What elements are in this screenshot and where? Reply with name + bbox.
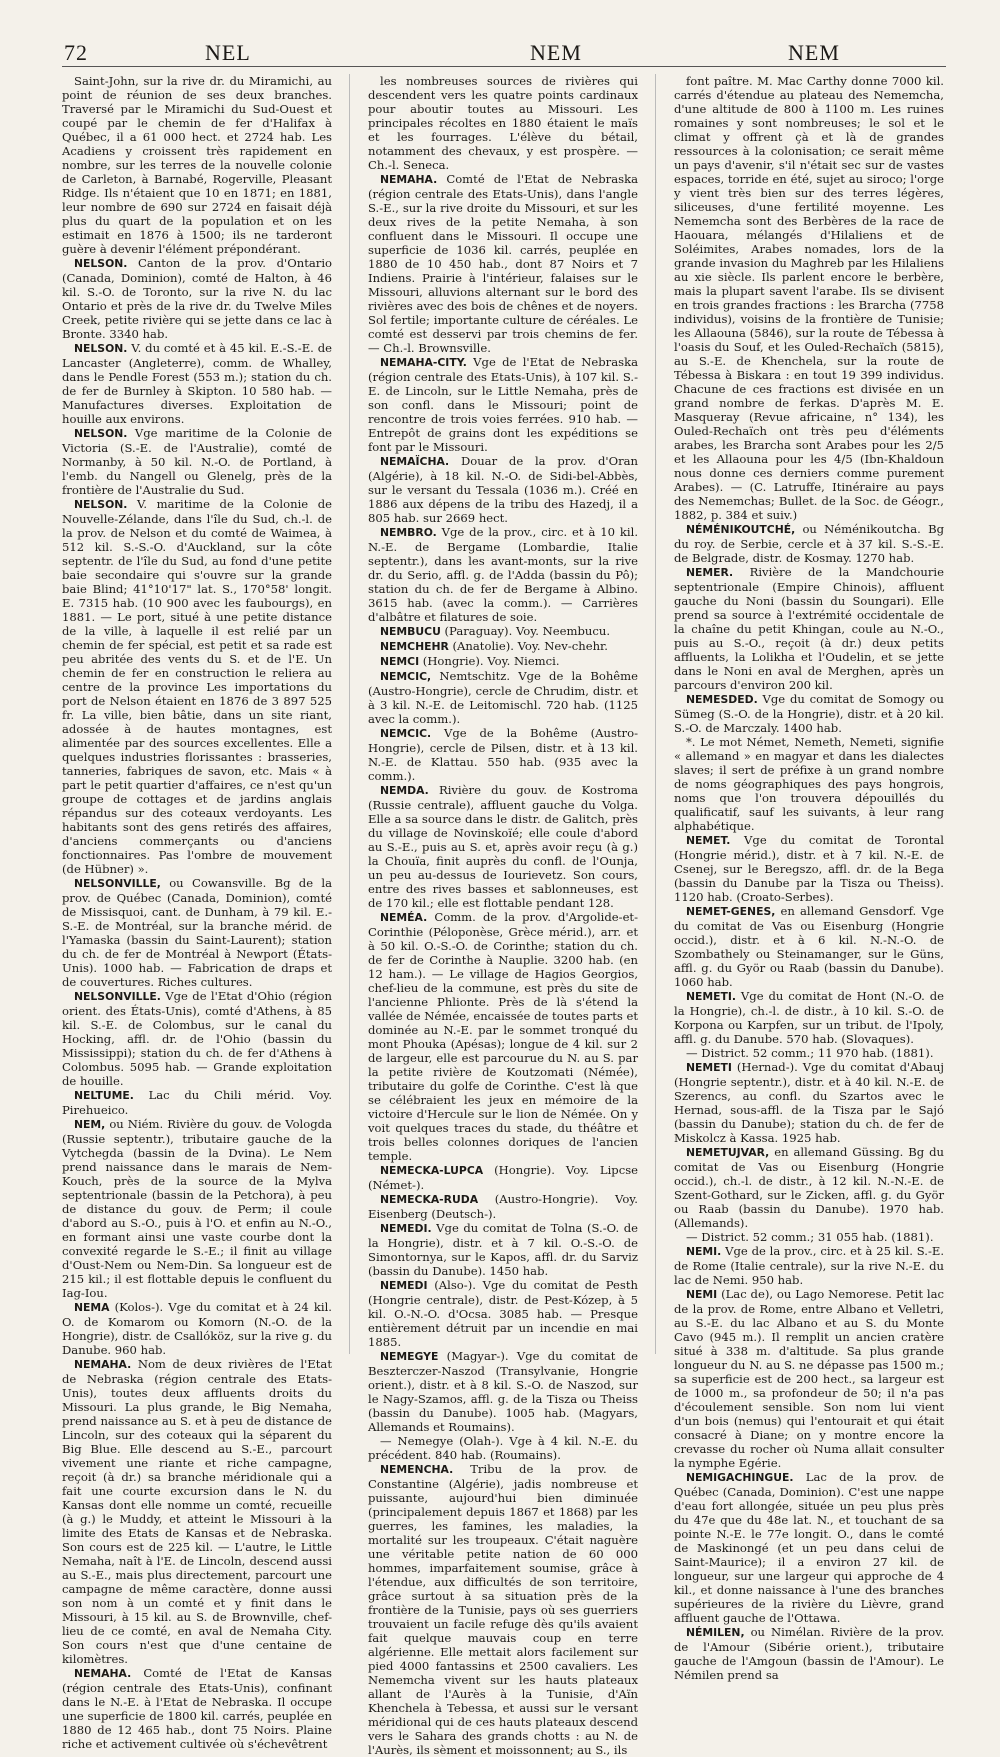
entry-headword: NEMAHA-CITY. bbox=[380, 356, 467, 369]
entry-text: Vge du comitat de Hont (N.-O. de la Hongrie), ch.-l. de distr., à 10 kil. S.-O. de Korpona ou Karpfen, sur un tribut. de l'Ipoly, affl. g. du Danube. 570 hab. (Slovaques). bbox=[674, 989, 944, 1046]
dictionary-entry bbox=[674, 1230, 944, 1244]
entry-text: (Magyar-). Vge du comitat de Beszterczer-Naszod (Transylvanie, Hongrie orient.), distr. et à 8 kil. S.-O. de Naszod, sur le Nagy-Szamos, affl. g. de la Tisza ou Theiss (bassin du Danube). 1005 hab. (Magyars, Allemands et Roumains). bbox=[368, 1349, 638, 1434]
dictionary-entry bbox=[368, 1462, 638, 1757]
entry-headword: NÉMILEN, bbox=[686, 1626, 745, 1639]
entry-headword: NEMA bbox=[74, 1301, 110, 1314]
entry-text: Rivière de la Mandchourie septentrionale (Empire Chinois), affluent gauche du Noni (bassin du Soungari). Elle prend sa source à l'extrémité occidentale de la chaîne du petit Khingan, coule au N.-O., puis au S.-O., reçoit (à dr.) deux petits affluents, la Lolikha et l'Oudelin, et se jette dans le Noni en aval de Merghen, après un parcours d'environ 200 kil. bbox=[674, 565, 945, 692]
running-head-right: NEM bbox=[788, 40, 840, 65]
dictionary-entry bbox=[62, 426, 332, 497]
entry-text: Vge du comitat de Tolna (S.-O. de la Hongrie), distr. et à 7 kil. O.-S.-O. de Simontornya, sur le Kapos, affl. dr. du Sarviz (bassin du Danube). 1450 hab. bbox=[368, 1221, 638, 1278]
dictionary-entry bbox=[62, 74, 332, 256]
entry-text: V. du comté et à 45 kil. E.-S.-E. de Lancaster (Angleterre), comm. de Whalley, dans le Pendle Forest (553 m.); station du ch. de fer de Burnley à Skipton. 10 580 hab. — Manufactures diverses. Exploitation de houille aux environs. bbox=[62, 341, 332, 426]
entry-text: Lac de la prov. de Québec (Canada, Dominion). C'est une nappe d'eau fort allongée, située un peu plus près du 47e que du 48e lat. N., et touchant de sa pointe N.-E. le 77e longit. O., dans le comté de Maskinongé (et un peu dans celui de Saint-Maurice); il a environ 27 kil. de longueur, sur une largeur qui approche de 4 kil., et donne naissance à l'une des branches supérieures de la rivière du Lièvre, grand affluent gauche de l'Ottawa. bbox=[674, 1470, 944, 1625]
entry-text: Vge maritime de la Colonie de Victoria (S.-E. de l'Australie), comté de Normanby, à 50 kil. N.-O. de Portland, à l'emb. du Nangell ou Glenelg, près de la frontière de l'Australie du Sud. bbox=[62, 426, 332, 497]
dictionary-entry bbox=[674, 1145, 944, 1230]
column-separator bbox=[655, 74, 656, 1354]
entry-headword: NEMEDI bbox=[380, 1279, 428, 1292]
entry-text: Nemtschitz. Vge de la Bohême (Austro-Hongrie), cercle de Chrudim, distr. et à 3 kil. N.-E. de Leitomischl. 720 hab. (1125 avec la comm.). bbox=[368, 669, 638, 726]
entry-text: en allemand Güssing. Bg du comitat de Vas ou Eisenburg (Hongrie occid.), ch.-l. de distr., à 12 kil. N.-N.-E. de Szent-Gothard, sur le Zicken, affl. g. du Györ ou Raab (bassin du Danube). 1970 hab. (Allemands). bbox=[674, 1145, 944, 1230]
entry-headword: NEMDA. bbox=[380, 784, 429, 797]
entry-text: Vge de la prov., circ. et à 25 kil. S.-E. de Rome (Italie centrale), sur la rive N.-E. du lac de Nemi. 950 hab. bbox=[674, 1244, 945, 1287]
entry-headword: NEMAHA. bbox=[74, 1358, 132, 1371]
entry-text: Comté de l'Etat de Nebraska (région centrale des Etats-Unis), dans l'angle S.-E., sur la rive droite du Missouri, et sur les deux rives de la petite Nemaha, à son confluent dans le Missouri. Il occupe une superficie de 1036 kil. carrés, peuplée en 1880 de 10 450 hab., dont 87 Noirs et 7 Indiens. Prairie à l'intérieur, falaises sur le Missouri, alluvions alternant sur le bord des rivières avec des bois de chênes et de noyers. Sol fertile; importante culture de céréales. Le comté est desservi par trois chemins de fer. — Ch.-l. Brownsville. bbox=[368, 172, 639, 355]
entry-text: — District. 52 comm.; 31 055 hab. (1881). bbox=[686, 1230, 934, 1244]
entry-text: V. maritime de la Colonie de Nouvelle-Zélande, dans l'île du Sud, ch.-l. de la prov. de Nelson et du comté de Waimea, à 512 kil. S.-S.-O. d'Auckland, sur la côte septentr. de l'île du Sud, au fond d'une petite baie secondaire qui s'ouvre sur la grande baie Blind; 41°10'17" lat. S., 170°58' longit. E. 7315 hab. (10 900 avec les faubourgs), en 1881. — Le port, situé à une petite distance de la ville, à laquelle il est relié par un chemin de fer spécial, est petit et sa rade est peu abritée des vents du S. et de l'E. Un chemin de fer en construction le reliera au centre de la province Les importations du port de Nelson étaient en 1876 de 3 897 525 fr. La ville, bien bâtie, dans un site riant, adossée à de hautes montagnes, est alimentée par des sources excellentes. Elle a quelques industries florissantes : brasseries, tanneries, fabriques de savon, etc. Mais « à part le petit quartier d'affaires, ce n'est qu'un groupe de cottages et de jardins anglais répandus sur des coteaux verdoyants. Les habitants sont des gens retirés des affaires, d'anciens commerçants ou d'anciens fonctionnaires. Pas l'ombre de mouvement (de Hübner) ». bbox=[62, 497, 332, 876]
dictionary-entry bbox=[62, 341, 332, 426]
dictionary-entry bbox=[368, 783, 638, 910]
entry-text: (Kolos-). Vge du comitat et à 24 kil. O. de Komarom ou Komorn (N.-O. de la Hongrie), distr. de Csallóköz, sur la rive g. du Danube. 960 hab. bbox=[62, 1300, 332, 1357]
entry-headword: NEMIGACHINGUE. bbox=[686, 1471, 794, 1484]
column-separator bbox=[349, 74, 350, 1354]
running-head-center: NEM bbox=[530, 40, 582, 65]
dictionary-entry bbox=[368, 639, 638, 654]
entry-headword: NELSON. bbox=[74, 257, 128, 270]
entry-headword: NEMET. bbox=[686, 834, 731, 847]
entry-headword: NEMEGYE bbox=[380, 1350, 439, 1363]
dictionary-entry bbox=[368, 454, 638, 525]
dictionary-entry bbox=[62, 1357, 332, 1666]
entry-text: Douar de la prov. d'Oran (Algérie), à 18 kil. N.-O. de Sidi-bel-Abbès, sur le versant du Tessala (1036 m.). Créé en 1886 aux dépens de la tribu des Hazedj, il a 805 hab. sur 2669 hect. bbox=[368, 454, 638, 525]
dictionary-entry bbox=[674, 1060, 944, 1145]
entry-headword: NEMENCHA. bbox=[380, 1463, 454, 1476]
dictionary-entry bbox=[368, 74, 638, 172]
entry-headword: NEMI bbox=[686, 1288, 718, 1301]
entry-headword: NEMBRO. bbox=[380, 526, 437, 539]
dictionary-entry bbox=[368, 172, 638, 355]
dictionary-entry bbox=[368, 1192, 638, 1221]
entry-headword: NEMECKA-LUPCA bbox=[380, 1164, 484, 1177]
dictionary-entry bbox=[674, 735, 944, 833]
header-rule bbox=[62, 66, 946, 67]
entry-text: Vge de l'Etat d'Ohio (région orient. des États-Unis), comté d'Athens, à 85 kil. S.-E. de Colombus, sur le canal du Hocking, affl. dr. de l'Ohio (bassin du Mississippi); station du ch. de fer d'Athens à Colombus. 5095 hab. — Grande exploitation de houille. bbox=[62, 989, 332, 1088]
entry-headword: NEMAHA. bbox=[74, 1667, 132, 1680]
dictionary-entry bbox=[674, 565, 944, 692]
entry-text: Rivière du gouv. de Kostroma (Russie centrale), affluent gauche du Volga. Elle a sa source dans le distr. de Galitch, près du village de Novinskoïé; elle coule d'abord au S.-E., puis au S. et, après avoir reçu (à g.) la Chouïa, finit auprès du confl. de l'Ounja, un peu au-dessus de Iourievetz. Son cours, entre des rives basses et sablonneuses, est de 170 kil.; elle est flottable pendant 128. bbox=[368, 783, 638, 910]
entry-text: Comm. de la prov. d'Argolide-et-Corinthie (Péloponèse, Grèce mérid.), arr. et à 50 kil. O.-S.-O. de Corinthe; station du ch. de fer de Corinthe à Nauplie. 3200 hab. (en 12 ham.). — Le village de Hagios Georgios, chef-lieu de la commune, est près du site de l'ancienne Phlionte. Près de là s'étend la vallée de Némée, encaissée de toutes parts et dominée au N.-E. par le sommet tronqué du mont Phouka (Apésas); longue de 4 kil. sur 2 de largeur, elle est parcourue du N. au S. par la petite rivière de Koutzomati (Némée), tributaire du golfe de Corinthe. C'est là que se célébraient les jeux en mémoire de la victoire d'Hercule sur le lion de Némée. On y voit quelques traces du stade, du théâtre et trois belles colonnes doriques de l'ancien temple. bbox=[368, 910, 639, 1163]
dictionary-entry bbox=[674, 1287, 944, 1470]
dictionary-entry bbox=[62, 256, 332, 341]
dictionary-entry bbox=[368, 355, 638, 454]
entry-text: Comté de l'Etat de Kansas (région centrale des Etats-Unis), confinant dans le N.-E. à l'Etat de Nebraska. Il occupe une superficie de 1800 kil. carrés, peuplée en 1880 de 12 465 hab., dont 75 Noirs. Plaine riche et activement cultivée où s'échevêtrent bbox=[62, 1666, 332, 1751]
dictionary-entry bbox=[62, 1117, 332, 1300]
entry-text: font paître. M. Mac Carthy donne 7000 kil. carrés d'étendue au plateau des Nememcha, d'une altitude de 800 à 1100 m. Les ruines romaines y sont nombreuses; le sol et le climat y offrent çà et là de grandes ressources à la colonisation; ce serait même un pays d'avenir, s'il n'était sec sur de vastes espaces, torride en été, sujet au siroco; l'orge y vient très bien sur des terres légères, siliceuses, d'une fertilité moyenne. Les Nememcha sont des Berbères de la race de Haouara, mélangés d'Hilaliens et de Soléimites, Arabes nomades, lors de la grande invasion du Maghreb par les Hilaliens au xie siècle. Ils parlent encore le berbère, mais la plupart savent l'arabe. Ils se divisent en trois grandes fractions : les Brarcha (7758 individus), voisins de la frontière de Tunisie; les Allaouna (5846), sur la route de Tébessa à l'oasis du Souf, et les Ouled-Rechaïch (5815), au S.-E. de Khenchela, sur la route de Tébessa à Biskara : en tout 19 399 individus. Chacune de ces fractions est divisée en un grand nombre de ferkas. D'après M. E. Masqueray (Revue africaine, n° 134), les Ouled-Rechaïch ont très peu d'éléments arabes, les Brarcha sont Arabes pour les 2/5 et les Allaouna pour les 4/5 (Ibn-Khaldoun nous donne ces derniers comme purement Arabes). — (C. Latruffe, Itinéraire au pays des Nememchas; Bullet. de la Soc. de Géogr., 1882, p. 384 et suiv.) bbox=[674, 74, 944, 522]
dictionary-entry bbox=[368, 1163, 638, 1192]
dictionary-entry bbox=[674, 904, 944, 989]
entry-text: ou Niém. Rivière du gouv. de Vologda (Russie septentr.), tributaire gauche de la Vytchegda (bassin de la Dvina). Le Nem prend naissance dans le marais de Nem-Kouch, près de la source de la Mylva septentrionale (bassin de la Petchora), à peu de distance du gouv. de Perm; il coule d'abord au S.-O., puis à l'O. et enfin au N.-O., en formant ainsi une vaste courbe dont la convexité regarde le S.-E.; il finit au village d'Oust-Nem ou Nem-Din. Sa longueur est de 215 kil.; il est flottable depuis le confluent du Iag-Iou. bbox=[62, 1117, 332, 1300]
entry-headword: NEMEDI. bbox=[380, 1222, 432, 1235]
entry-headword: NEMETI bbox=[686, 1061, 732, 1074]
entry-headword: NELSON. bbox=[74, 427, 128, 440]
dictionary-entry bbox=[368, 910, 638, 1163]
text-column-3 bbox=[674, 74, 945, 1682]
entry-headword: NEMETI. bbox=[686, 990, 737, 1003]
entry-headword: NELTUME. bbox=[74, 1089, 134, 1102]
entry-text: Vge du comitat de Torontal (Hongrie mérid.), distr. et à 7 kil. N.-E. de Csenej, sur le Beregszo, affl. dr. de la Bega (bassin du Danube par la Tisza ou Theiss). 1120 hab. (Croato-Serbes). bbox=[674, 833, 944, 904]
entry-text: (Hernad-). Vge du comitat d'Abauj (Hongrie septentr.), distr. et à 40 kil. N.-E. de Szerencs, au confl. du Szartos avec le Hernad, sous-affl. de la Tisza par le Sajó (bassin du Danube); station du ch. de fer de Miskolcz à Kassa. 1925 hab. bbox=[674, 1060, 945, 1145]
entry-text: (Hongrie). Voy. Niemci. bbox=[422, 654, 560, 668]
entry-headword: NEMECKA-RUDA bbox=[380, 1193, 479, 1206]
entry-text: Canton de la prov. d'Ontario (Canada, Dominion), comté de Halton, à 46 kil. S.-O. de Toronto, sur la rive N. du lac Ontario et près de la rive dr. du Twelve Miles Creek, petite rivière qui se jette dans ce lac à Bronte. 3340 hab. bbox=[62, 256, 333, 341]
text-column-1 bbox=[62, 74, 333, 1751]
entry-text: Lac du Chili mérid. Voy. Pirehueico. bbox=[62, 1088, 333, 1117]
dictionary-entry bbox=[62, 1088, 332, 1117]
entry-text: ou Néménikoutcha. Bg du roy. de Serbie, cercle et à 37 kil. S.-S.-E. de Belgrade, distr. de Kosmay. 1270 hab. bbox=[674, 522, 945, 565]
dictionary-entry bbox=[674, 989, 944, 1046]
dictionary-entry bbox=[368, 624, 638, 639]
entry-headword: NEMCHEHR bbox=[380, 640, 449, 653]
entry-headword: NELSONVILLE. bbox=[74, 990, 161, 1003]
dictionary-entry bbox=[62, 989, 332, 1088]
dictionary-entry bbox=[368, 726, 638, 783]
entry-headword: NEMAHA. bbox=[380, 173, 438, 186]
entry-headword: NEMER. bbox=[686, 566, 734, 579]
entry-headword: NÉMÉNIKOUTCHÉ, bbox=[686, 523, 796, 536]
entry-text: Vge de la Bohême (Austro-Hongrie), cercle de Pilsen, distr. et à 13 kil. N.-E. de Klattau. 550 hab. (935 avec la comm.). bbox=[368, 726, 638, 783]
dictionary-entry bbox=[674, 1470, 944, 1625]
entry-text: Nom de deux rivières de l'Etat de Nebraska (région centrale des Etats-Unis), toutes deux affluents droits du Missouri. La plus grande, le Big Nemaha, prend naissance au S. et à peu de distance de Lincoln, sur des coteaux qui la séparent du Big Blue. Elle descend au S.-E., parcourt vivement une riante et riche campagne, reçoit (à dr.) sa branche méridionale qui a fait une courte excursion dans le N. du Kansas dont elle nomme un comté, recueille (à g.) le Muddy, et atteint le Missouri à la limite des Etats de Kansas et de Nebraska. Son cours est de 225 kil. — L'autre, le Little Nemaha, naît à l'E. de Lincoln, descend aussi au S.-E., mais plus directement, parcourt une campagne de même caractère, donne aussi son nom à un comté et y finit dans le Missouri, à 15 kil. au S. de Brownville, chef-lieu de ce comté, en aval de Nemaha City. Son cours n'est que d'une centaine de kilomètres. bbox=[62, 1357, 333, 1666]
dictionary-entry bbox=[62, 876, 332, 989]
entry-headword: NELSON. bbox=[74, 342, 128, 355]
entry-text: (Anatolie). Voy. Nev-chehr. bbox=[452, 639, 608, 653]
running-head-left: NEL bbox=[205, 40, 251, 65]
dictionary-entry bbox=[62, 497, 332, 876]
dictionary-entry bbox=[368, 525, 638, 624]
dictionary-entry bbox=[368, 1278, 638, 1349]
text-column-2 bbox=[368, 74, 639, 1757]
entry-text: Vge de la prov., circ. et à 10 kil. N.-E. de Bergame (Lombardie, Italie septentr.), dans les avant-monts, sur la rive dr. du Serio, affl. g. de l'Adda (bassin du Pô); station du ch. de fer de Bergame à Albino. 3615 hab. (avec la comm.). — Carrières d'albâtre et filatures de soie. bbox=[368, 525, 638, 624]
entry-text: (Hongrie). Voy. Lipcse (Német-). bbox=[368, 1163, 639, 1192]
entry-headword: NELSON. bbox=[74, 498, 128, 511]
entry-text: ou Cowansville. Bg de la prov. de Québec (Canada, Dominion), comté de Missisquoi, cant. de Dunham, à 79 kil. E.-S.-E. de Montréal, sur la branche mérid. de l'Yamaska (bassin du Saint-Laurent); station du ch. de fer de Montréal à Newport (États-Unis). 1000 hab. — Fabrication de draps et de couvertures. Riches cultures. bbox=[62, 876, 332, 989]
entry-headword: NEMCIC. bbox=[380, 727, 432, 740]
dictionary-entry bbox=[674, 1625, 944, 1682]
entry-headword: NEMESDED. bbox=[686, 693, 758, 706]
entry-headword: NEMAÏCHA. bbox=[380, 455, 450, 468]
entry-headword: NEMBUCU bbox=[380, 625, 441, 638]
dictionary-entry bbox=[62, 1300, 332, 1357]
entry-headword: NEMCIC, bbox=[380, 670, 432, 683]
page-number: 72 bbox=[64, 40, 88, 65]
dictionary-entry bbox=[62, 1666, 332, 1751]
dictionary-entry bbox=[368, 654, 638, 669]
dictionary-entry bbox=[674, 522, 944, 565]
dictionary-entry bbox=[674, 1046, 944, 1060]
dictionary-entry bbox=[674, 74, 944, 522]
dictionary-entry bbox=[368, 1434, 638, 1462]
entry-text: Vge de l'Etat de Nebraska (région centrale des Etats-Unis), à 107 kil. S.-E. de Lincoln, sur le Little Nemaha, près de son confl. dans le Missouri; point de rencontre de trois voies ferrées. 910 hab. — Entrepôt de grains dont les expéditions se font par le Missouri. bbox=[368, 355, 639, 454]
entry-text: *. Le mot Német, Nemeth, Nemeti, signifie « allemand » en magyar et dans les dialectes slaves; il sert de préfixe à un grand nombre de noms géographiques des pays hongrois, noms que l'on trouvera dépouillés du qualificatif, sauf les suivants, à leur rang alphabétique. bbox=[674, 735, 944, 833]
entry-text: (Austro-Hongrie). Voy. Eisenberg (Deutsch-). bbox=[368, 1192, 638, 1221]
entry-text: Tribu de la prov. de Constantine (Algérie), jadis nombreuse et puissante, aujourd'hui bien diminuée (principalement depuis 1867 et 1868) par les guerres, les famines, les maladies, la mortalité sur les troupeaux. C'était naguère une véritable petite nation de 60 000 hommes, imparfaitement soumise, grâce à l'étendue, aux difficultés de son territoire, grâce surtout à sa situation près de la frontière de la Tunisie, pays où ses guerriers trouvaient un facile refuge dès qu'ils avaient fait quelque mauvais coup en terre algérienne. Elle mettait alors facilement sur pied 4000 fantassins et 2500 cavaliers. Les Nememcha vivent sur les hauts plateaux allant de l'Aurès à la Tunisie, d'Aïn Khenchela à Tebessa, et aussi sur le versant méridional qui de ces hauts plateaux descend vers le Sahara des grands chotts : au N. de l'Aurès, ils sèment et moissonnent; au S., ils bbox=[368, 1462, 639, 1757]
dictionary-entry bbox=[674, 692, 944, 735]
entry-text: — Nemegye (Olah-). Vge à 4 kil. N.-E. du précédent. 840 hab. (Roumains). bbox=[368, 1434, 638, 1462]
entry-text: en allemand Gensdorf. Vge du comitat de Vas ou Eisenburg (Hongrie occid.), distr. et à 6 kil. N.-N.-O. de Szombathely ou Steinamanger, sur le Güns, affl. g. du Györ ou Raab (bassin du Danube). 1060 hab. bbox=[674, 904, 944, 989]
entry-headword: NEMI. bbox=[686, 1245, 722, 1258]
entry-headword: NEMETUJVAR, bbox=[686, 1146, 770, 1159]
entry-headword: NEMCI bbox=[380, 655, 420, 668]
dictionary-entry bbox=[368, 1221, 638, 1278]
dictionary-entry bbox=[368, 669, 638, 726]
entry-headword: NEM, bbox=[74, 1118, 106, 1131]
dictionary-entry bbox=[368, 1349, 638, 1434]
entry-headword: NEMÉA. bbox=[380, 911, 428, 924]
entry-text: Vge du comitat de Somogy ou Sümeg (S.-O. de la Hongrie), distr. et à 20 kil. S.-O. de Marczaly. 1400 hab. bbox=[674, 692, 944, 735]
entry-text: (Paraguay). Voy. Neembucu. bbox=[444, 624, 611, 638]
entry-headword: NELSONVILLE, bbox=[74, 877, 161, 890]
dictionary-entry bbox=[674, 1244, 944, 1287]
entry-text: ou Nimélan. Rivière de la prov. de l'Amour (Sibérie orient.), tributaire gauche de l'Amgoun (bassin de l'Amour). Le Némilen prend sa bbox=[674, 1625, 944, 1682]
entry-text: (Lac de), ou Lago Nemorese. Petit lac de la prov. de Rome, entre Albano et Velletri, au S.-E. du lac Albano et au S. du Monte Cavo (945 m.). Il remplit un ancien cratère situé à 338 m. d'altitude. Sa plus grande longueur du N. au S. ne dépasse pas 1500 m.; sa superficie est de 200 hect., sa largeur est de 1000 m., sa profondeur de 50; il n'a pas d'écoulement sensible. Son nom lui vient d'un bois (nemus) qui l'entourait et qui était consacré à Diane; on y montre encore la crevasse du rocher où Numa allait consulter la nymphe Egérie. bbox=[674, 1287, 944, 1470]
entry-text: (Also-). Vge du comitat de Pesth (Hongrie centrale), distr. de Pest-Kózep, à 5 kil. O.-N.-O. d'Ocsa. 3085 hab. — Presque entièrement détruit par un incendie en mai 1885. bbox=[368, 1278, 638, 1349]
dictionary-entry bbox=[674, 833, 944, 904]
entry-text: Saint-John, sur la rive dr. du Miramichi, au point de réunion de ses deux branches. Traversé par le Miramichi du Sud-Ouest et coupé par le chemin de fer d'Halifax à Québec, il a 61 000 hect. et 2724 hab. Les Acadiens y croissent très rapidement en nombre, sur les terres de la nouvelle colonie de Carleton, à Barnabé, Rogerville, Pleasant Ridge. Ils n'étaient que 10 en 1871; en 1881, leur nombre de 690 sur 2724 en faisait déjà plus du quart de la population et on les estimait en 1876 à 1500; ils ne tarderont guère à devenir l'élément prépondérant. bbox=[62, 74, 332, 256]
entry-text: — District. 52 comm.; 11 970 hab. (1881). bbox=[686, 1046, 934, 1060]
entry-headword: NEMET-GENES, bbox=[686, 905, 776, 918]
entry-text: les nombreuses sources de rivières qui descendent vers les quatre points cardinaux pour aboutir toutes au Missouri. Les principales récoltes en 1880 étaient le maïs et les fourrages. L'élève du bétail, notamment des chevaux, y est prospère. — Ch.-l. Seneca. bbox=[368, 74, 638, 172]
